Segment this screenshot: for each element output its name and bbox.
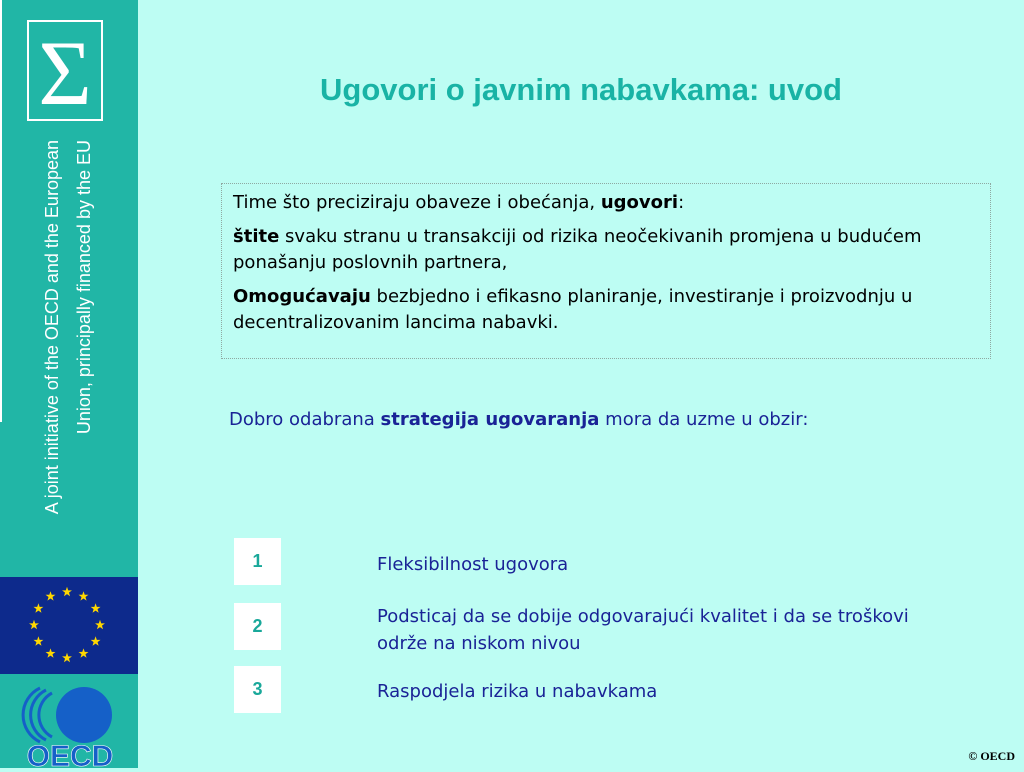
initiative-line-2: Union, principally financed by the EU: [74, 140, 94, 435]
initiative-line-1: A joint initiative of the OECD and the European: [42, 140, 62, 515]
eu-star-icon: [91, 603, 101, 612]
eu-star-icon: [33, 603, 43, 612]
page-title: Ugovori o javnim nabavkama: uvod: [320, 72, 842, 107]
item-text-1: Fleksibilnost ugovora: [377, 554, 569, 575]
strategy-before: Dobro odabrana: [229, 409, 381, 430]
sidebar: [0, 0, 138, 768]
intro-textbox: [221, 183, 991, 359]
eu-star-icon: [91, 636, 101, 645]
oecd-logo-icon: [20, 680, 120, 768]
intro-paragraph-2: [233, 224, 980, 276]
intro-paragraph-3: [233, 284, 980, 336]
eu-star-icon: [46, 648, 56, 657]
sidebar-edge-line: [0, 0, 2, 422]
eu-star-icon: [29, 620, 39, 629]
intro-p2-bold: štite: [233, 226, 280, 247]
item-number-3: 3: [234, 666, 281, 713]
copyright-text: © OECD: [968, 749, 1015, 763]
intro-p3-text: bezbjedno i efikasno planiranje, investiranje i proizvodnju u decentralizovanim lancima nabavki.: [233, 286, 913, 333]
intro-p1-end: :: [678, 192, 685, 213]
strategy-after: mora da uzme u obzir:: [599, 409, 809, 430]
eu-star-icon: [79, 591, 89, 600]
initiative-text: [36, 140, 100, 564]
item-text-2: Podsticaj da se dobije odgovarajući kvalitet i da se troškovi održe na niskom nivou: [377, 606, 909, 654]
eu-star-icon: [46, 591, 56, 600]
intro-p3-bold: Omogućavaju: [233, 286, 371, 307]
intro-paragraph-1: [233, 190, 980, 216]
item-number-1: 1: [234, 538, 281, 585]
eu-star-icon: [95, 620, 105, 629]
oecd-logo-text: OECD: [26, 740, 114, 768]
sigma-icon: [27, 20, 103, 121]
intro-p1-bold: ugovori: [600, 192, 679, 213]
strategy-bold: strategija ugovaranja: [380, 409, 600, 430]
eu-flag-icon: [0, 577, 138, 674]
intro-p2-text: svaku stranu u transakciji od rizika neočekivanih promjena u budućem ponašanju poslovnih partnera,: [233, 226, 922, 273]
sigma-glyph: Σ: [38, 22, 92, 119]
eu-star-icon: [62, 653, 72, 662]
eu-star-icon: [79, 648, 89, 657]
eu-star-icon: [33, 636, 43, 645]
item-text-3: Raspodjela rizika u nabavkama: [377, 681, 658, 702]
item-number-2: 2: [234, 603, 281, 650]
eu-star-icon: [62, 587, 72, 596]
intro-p1-text: Time što preciziraju obaveze i obećanja,: [233, 192, 601, 213]
strategy-heading: [229, 407, 1009, 433]
